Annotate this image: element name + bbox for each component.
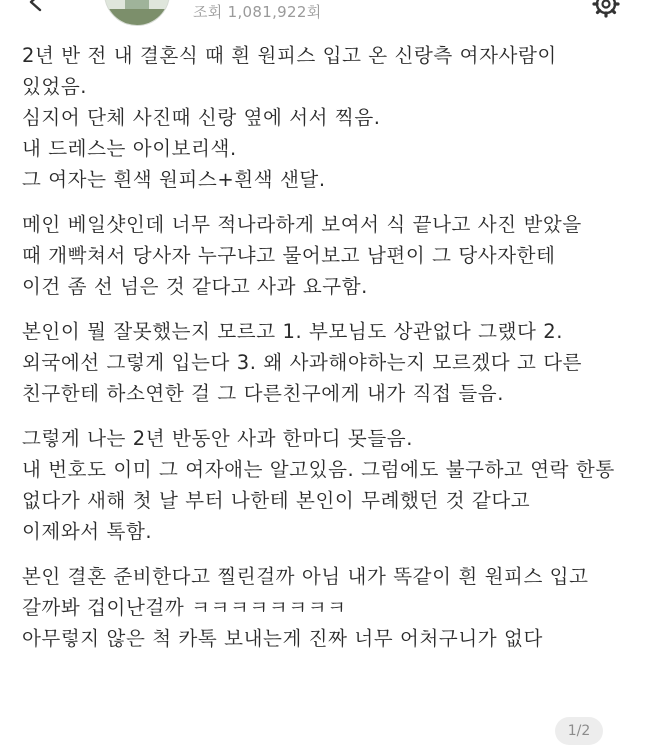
paragraph — [22, 561, 642, 654]
paragraph — [22, 40, 642, 195]
text-line: 그 여자는 흰색 원피스+흰색 샌달. — [22, 168, 326, 191]
paragraph — [22, 423, 642, 547]
text-line: 아무렇지 않은 척 카톡 보내는게 진짜 너무 어처구니가 없다 — [22, 627, 543, 650]
post-body — [22, 40, 642, 654]
paragraph — [22, 209, 642, 302]
gear-icon[interactable] — [592, 0, 620, 18]
page-indicator: 1/2 — [555, 717, 603, 745]
text-line: 메인 베일샷인데 너무 적나라하게 보여서 식 끝나고 사진 받았을 — [22, 213, 582, 236]
text-line: 친구한테 하소연한 걸 그 다른친구에게 내가 직접 들음. — [22, 382, 505, 405]
text-line: 심지어 단체 사진때 신랑 옆에 서서 찍음. — [22, 106, 381, 129]
text-line: 이건 좀 선 넘은 것 같다고 사과 요구함. — [22, 275, 368, 298]
text-line: 내 드레스는 아이보리색. — [22, 137, 237, 160]
text-line: 외국에선 그렇게 입는다 3. 왜 사과해야하는지 모르겠다 고 다른 — [22, 351, 583, 374]
text-line: 갈까봐 겁이난걸까 ㅋㅋㅋㅋㅋㅋㅋㅋ — [22, 596, 347, 619]
text-line: 있었음. — [22, 75, 88, 98]
text-line: 내 번호도 이미 그 여자애는 알고있음. 그럼에도 불구하고 연락 한통 — [22, 458, 615, 481]
text-line: 그렇게 나는 2년 반동안 사과 한마디 못들음. — [22, 427, 414, 450]
avatar[interactable] — [104, 0, 170, 26]
text-line: 2년 반 전 내 결혼식 때 흰 원피스 입고 온 신랑측 여자사람이 — [22, 44, 557, 67]
text-line: 본인 결혼 준비한다고 찔린걸까 아님 내가 똑같이 흰 원피스 입고 — [22, 565, 589, 588]
chevron-left-icon[interactable] — [26, 0, 46, 12]
view-count: 조회 1,081,922회 — [193, 3, 322, 21]
text-line: 이제와서 톡함. — [22, 520, 153, 543]
text-line: 본인이 뭘 잘못했는지 모르고 1. 부모님도 상관없다 그랬다 2. — [22, 320, 564, 343]
text-line: 때 개빡쳐서 당사자 누구냐고 물어보고 남편이 그 당사자한테 — [22, 244, 556, 267]
paragraph — [22, 316, 642, 409]
text-line: 없다가 새해 첫 날 부터 나한테 본인이 무례했던 것 같다고 — [22, 489, 531, 512]
top-bar — [0, 0, 658, 34]
